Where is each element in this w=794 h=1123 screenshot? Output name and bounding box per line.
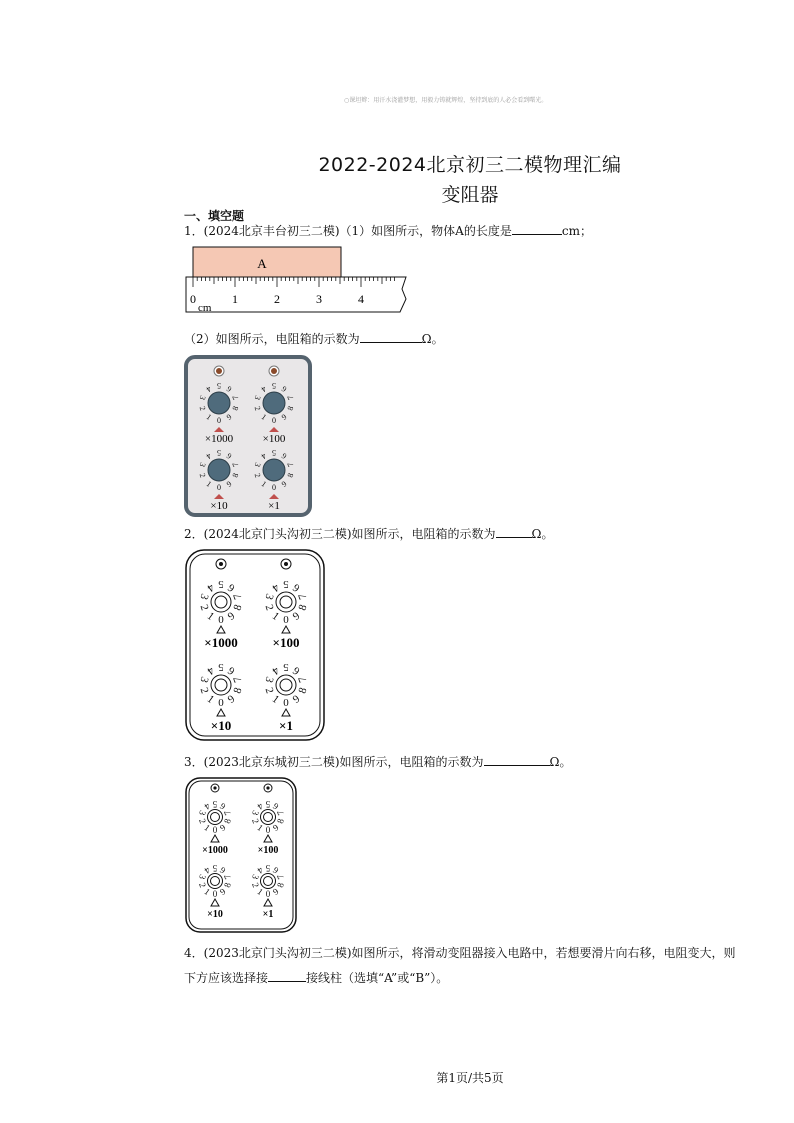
dial-digit: 3 (197, 461, 208, 468)
dial-digit: 0 (265, 889, 271, 900)
section-heading: 一、填空题 (184, 209, 245, 223)
answer-blank-4[interactable] (268, 970, 306, 982)
dial-digit: 4 (269, 581, 282, 595)
dial-digit: 3 (197, 809, 208, 817)
question-2-suffix: Ω。 (531, 527, 554, 541)
dial-digit: 3 (252, 461, 263, 468)
dial-digit: 5 (218, 661, 224, 674)
dial-digit: 1 (269, 609, 282, 623)
dial-digit: 1 (259, 479, 269, 489)
dial-knob-inner (211, 877, 220, 886)
page-footer: 第1页/共5页 (436, 1071, 504, 1085)
dial-digit: 9 (270, 886, 281, 898)
dial-digit: 8 (275, 817, 286, 825)
dial-digit: 7 (231, 592, 245, 601)
dial-digit: 4 (202, 864, 213, 876)
dial-digit: 2 (250, 817, 261, 825)
dial-multiplier-label: ×1 (268, 500, 280, 512)
dial-knob-inner (264, 813, 273, 822)
dial-digit: 8 (285, 472, 296, 479)
dial-knob[interactable] (208, 392, 230, 414)
dial-digit: 6 (224, 451, 234, 461)
dial-digit: 2 (197, 817, 208, 825)
dial-digit: 7 (222, 873, 233, 881)
dial-knob-inner (280, 596, 292, 608)
dial-digit: 9 (217, 886, 228, 898)
dial-multiplier-label: ×10 (210, 718, 232, 733)
dial-digit: 0 (283, 696, 289, 709)
dial-digit: 3 (197, 592, 211, 601)
question-1-suffix: cm； (561, 224, 592, 238)
dial-digit: 6 (217, 800, 228, 812)
dial-digit: 2 (197, 472, 208, 479)
dial-digit: 2 (252, 472, 263, 479)
dial-knob-inner (211, 813, 220, 822)
question-3-text: 3．(2023北京东城初三二模)如图所示，电阻箱的示数为 (184, 755, 484, 769)
dial-digit: 6 (290, 581, 303, 595)
dial-digit: 4 (259, 451, 269, 461)
dial-digit: 0 (218, 696, 224, 709)
dial-digit: 1 (204, 609, 217, 623)
dial-digit: 9 (279, 479, 289, 489)
dial-digit: 7 (275, 809, 286, 817)
dial-digit: 5 (283, 661, 289, 674)
answer-blank-1[interactable] (512, 223, 562, 235)
dial-digit: 2 (262, 686, 276, 695)
dial-digit: 3 (197, 873, 208, 881)
terminal-core (266, 786, 269, 789)
dial-digit: 5 (272, 448, 276, 458)
resistance-box-1 (184, 355, 314, 519)
dial-digit: 6 (224, 384, 234, 394)
terminal-core (213, 786, 216, 789)
dial-digit: 5 (217, 448, 221, 458)
dial-digit: 7 (285, 461, 296, 468)
dial-knob[interactable] (208, 459, 230, 481)
dial-digit: 9 (279, 412, 289, 422)
dial-knob-inner (215, 596, 227, 608)
answer-blank-1b[interactable] (360, 331, 422, 343)
dial-digit: 4 (269, 664, 282, 678)
dial-digit: 4 (204, 451, 214, 461)
dial-digit: 9 (225, 609, 238, 623)
dial-multiplier-label: ×1000 (204, 635, 238, 650)
dial-digit: 5 (265, 798, 271, 809)
dial-digit: 1 (204, 479, 214, 489)
dial-digit: 9 (290, 692, 303, 706)
dial-digit: 3 (197, 675, 211, 684)
dial-digit: 5 (283, 578, 289, 591)
dial-multiplier-label: ×100 (262, 433, 286, 445)
dial-digit: 0 (217, 482, 221, 492)
dial-digit: 9 (270, 822, 281, 834)
question-4-line-2 (184, 969, 448, 986)
dial-digit: 6 (279, 451, 289, 461)
dial-digit: 9 (224, 412, 234, 422)
dial-digit: 8 (285, 405, 296, 412)
dial-digit: 8 (296, 686, 310, 695)
dial-digit: 4 (255, 800, 266, 812)
dial-digit: 4 (204, 664, 217, 678)
dial-digit: 7 (285, 394, 296, 401)
dial-digit: 7 (296, 675, 310, 684)
dial-knob-inner (280, 679, 292, 691)
dial-digit: 3 (262, 592, 276, 601)
question-1-part-2 (184, 330, 444, 347)
dial-digit: 0 (272, 482, 276, 492)
dial-digit: 6 (279, 384, 289, 394)
dial-multiplier-label: ×10 (210, 500, 228, 512)
dial-digit: 3 (252, 394, 263, 401)
ruler-unit: cm (198, 302, 212, 314)
question-3-suffix: Ω。 (549, 755, 572, 769)
dial-digit: 9 (290, 609, 303, 623)
dial-digit: 7 (231, 675, 245, 684)
dial-digit: 4 (204, 581, 217, 595)
dial-digit: 9 (224, 479, 234, 489)
dial-digit: 6 (225, 581, 238, 595)
page-title: 2022-2024北京初三二模物理汇编 (318, 154, 622, 176)
dial-digit: 1 (204, 412, 214, 422)
dial-digit: 1 (259, 412, 269, 422)
ruler-tick-label-4: 4 (358, 292, 364, 306)
dial-digit: 5 (218, 578, 224, 591)
resistance-box-3 (184, 776, 300, 936)
dial-digit: 1 (255, 886, 266, 898)
dial-digit: 8 (222, 817, 233, 825)
dial-digit: 1 (255, 822, 266, 834)
dial-digit: 2 (197, 405, 208, 412)
dial-digit: 7 (296, 592, 310, 601)
terminal-core (271, 368, 277, 374)
dial-digit: 4 (202, 800, 213, 812)
dial-knob[interactable] (263, 459, 285, 481)
resistance-box-2 (184, 548, 328, 744)
dial-digit: 2 (197, 603, 211, 612)
ruler-tick-label-3: 3 (316, 292, 322, 306)
dial-digit: 9 (217, 822, 228, 834)
dial-digit: 7 (275, 873, 286, 881)
object-a-label: A (257, 256, 267, 271)
terminal-core (216, 368, 222, 374)
dial-digit: 3 (250, 873, 261, 881)
dial-digit: 3 (250, 809, 261, 817)
ruler-tick-label-1: 1 (232, 292, 238, 306)
dial-digit: 2 (197, 881, 208, 889)
dial-digit: 8 (275, 881, 286, 889)
ruler-tick-label-0: 0 (190, 292, 196, 306)
dial-digit: 6 (290, 664, 303, 678)
dial-digit: 8 (222, 881, 233, 889)
dial-digit: 5 (212, 798, 218, 809)
ruler-figure (184, 244, 410, 316)
dial-digit: 6 (270, 800, 281, 812)
dial-digit: 1 (269, 692, 282, 706)
dial-digit: 3 (262, 675, 276, 684)
question-2 (184, 525, 554, 542)
dial-digit: 5 (265, 862, 271, 873)
question-1-text: 1．(2024北京丰台初三二模)（1）如图所示，物体A的长度是 (184, 224, 512, 238)
dial-digit: 5 (272, 381, 276, 391)
page-subtitle: 变阻器 (441, 184, 499, 206)
question-4-text: 下方应该选择接 (184, 971, 269, 985)
dial-digit: 1 (204, 692, 217, 706)
dial-digit: 4 (204, 384, 214, 394)
dial-digit: 5 (217, 381, 221, 391)
dial-digit: 0 (218, 613, 224, 626)
dial-digit: 3 (197, 394, 208, 401)
dial-digit: 5 (212, 862, 218, 873)
dial-digit: 8 (231, 686, 245, 695)
dial-digit: 0 (283, 613, 289, 626)
dial-digit: 6 (217, 864, 228, 876)
object-a (193, 247, 341, 277)
dial-digit: 0 (212, 889, 218, 900)
dial-multiplier-label: ×1 (279, 718, 293, 733)
dial-multiplier-label: ×1000 (204, 433, 234, 445)
dial-digit: 2 (252, 405, 263, 412)
watermark: ○课坦辫：用汗水浇灌梦想，用毅力铸就辉煌，坚持到底的人必会看到曙光。 (344, 97, 548, 104)
dial-knob[interactable] (263, 392, 285, 414)
dial-multiplier-label: ×10 (207, 909, 223, 920)
dial-digit: 0 (265, 825, 271, 836)
dial-digit: 4 (259, 384, 269, 394)
question-2-text: 2．(2024北京门头沟初三二模)如图所示，电阻箱的示数为 (184, 527, 496, 541)
dial-digit: 2 (197, 686, 211, 695)
dial-digit: 7 (230, 394, 241, 401)
terminal-core (284, 562, 288, 566)
dial-digit: 1 (202, 822, 213, 834)
terminal-core (219, 562, 223, 566)
ruler-body (186, 277, 406, 312)
question-4-suffix: 接线柱（选填“A”或“B”）。 (306, 971, 449, 985)
dial-digit: 0 (212, 825, 218, 836)
dial-digit: 2 (262, 603, 276, 612)
dial-digit: 7 (222, 809, 233, 817)
dial-multiplier-label: ×100 (257, 845, 279, 856)
dial-knob-inner (264, 877, 273, 886)
dial-digit: 8 (296, 603, 310, 612)
answer-blank-3[interactable] (484, 754, 550, 766)
dial-digit: 2 (250, 881, 261, 889)
dial-multiplier-label: ×100 (272, 635, 300, 650)
question-1 (184, 222, 592, 239)
dial-digit: 6 (270, 864, 281, 876)
ruler-tick-label-2: 2 (274, 292, 280, 306)
dial-digit: 6 (225, 664, 238, 678)
question-3 (184, 753, 572, 770)
question-4-line-1: 4．(2023北京门头沟初三二模)如图所示，将滑动变阻器接入电路中，若想要滑片向右移，电阻变大，则 (184, 946, 736, 960)
dial-digit: 8 (230, 472, 241, 479)
dial-digit: 9 (225, 692, 238, 706)
question-1-part-2-suffix: Ω。 (421, 332, 444, 346)
answer-blank-2[interactable] (496, 526, 532, 538)
dial-digit: 0 (272, 415, 276, 425)
question-1-part-2-text: （2）如图所示，电阻箱的示数为 (184, 332, 360, 346)
dial-digit: 4 (255, 864, 266, 876)
dial-multiplier-label: ×1000 (202, 845, 228, 856)
dial-multiplier-label: ×1 (262, 909, 274, 920)
dial-digit: 8 (231, 603, 245, 612)
dial-digit: 0 (217, 415, 221, 425)
dial-knob-inner (215, 679, 227, 691)
dial-digit: 1 (202, 886, 213, 898)
dial-digit: 8 (230, 405, 241, 412)
dial-digit: 7 (230, 461, 241, 468)
